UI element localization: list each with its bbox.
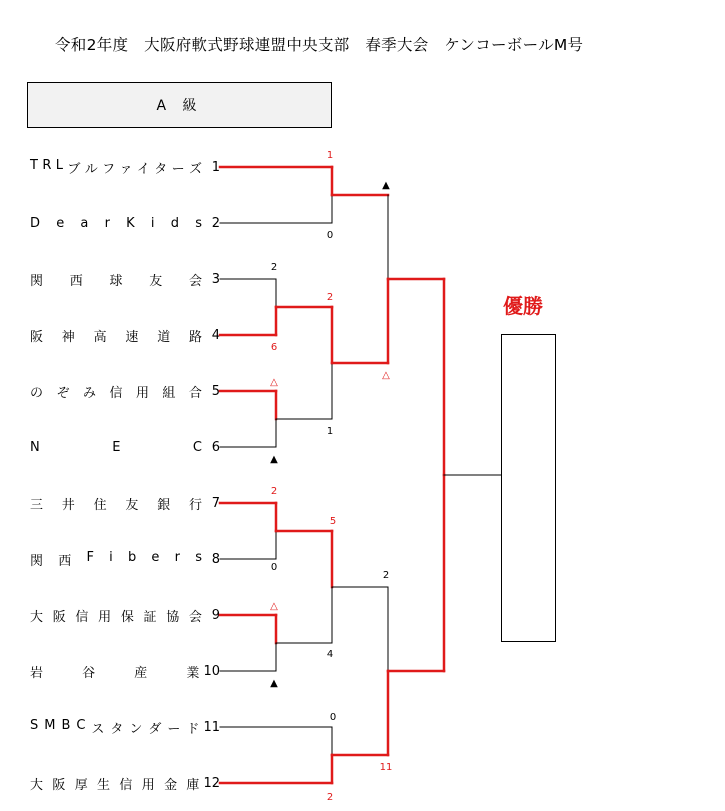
team-name: D e a r K i d s xyxy=(30,215,202,231)
team-name: 岩 谷 産 業 xyxy=(30,665,200,681)
score-r1-m6-bot: 2 xyxy=(326,792,334,803)
winner-label: 優勝 xyxy=(503,294,543,318)
team-seed: 10 xyxy=(203,663,220,679)
score-r3-m1-bot: △ xyxy=(382,370,390,381)
team-seed: 12 xyxy=(203,775,220,791)
team-name: T R L ブ ル フ ァ イ タ ー ズ xyxy=(30,157,202,177)
score-r1-m5-bot: ▲ xyxy=(270,678,278,689)
team-seed: 2 xyxy=(211,215,220,231)
team-name: 阪 神 高 速 道 路 xyxy=(30,329,202,345)
team-name: N E C xyxy=(30,439,202,455)
team-name: S M B C ス タ ン ダ ー ド xyxy=(30,717,200,737)
team-seed: 1 xyxy=(211,159,220,175)
team-seed: 7 xyxy=(211,495,220,511)
team-seed: 5 xyxy=(211,383,220,399)
team-name: 大 阪 厚 生 信 用 金 庫 xyxy=(30,777,200,793)
score-r3-m2-bot: 11 xyxy=(379,762,393,773)
score-r1-m3-bot: ▲ xyxy=(270,454,278,465)
team-seed: 4 xyxy=(211,327,220,343)
team-name: の ぞ み 信 用 組 合 xyxy=(30,385,202,401)
score-r1-m3-top: △ xyxy=(270,377,278,388)
score-r1-m1-top: 1 xyxy=(326,150,334,161)
page-title: 令和2年度 大阪府軟式野球連盟中央支部 春季大会 ケンコーボールM号 xyxy=(55,36,584,54)
score-r2-m2-bot: 4 xyxy=(326,649,334,660)
score-r1-m1-bot: 0 xyxy=(326,230,334,241)
score-r3-m2-top: 2 xyxy=(382,570,390,581)
team-name: 三 井 住 友 銀 行 xyxy=(30,497,202,513)
team-seed: 9 xyxy=(211,607,220,623)
score-r2-m1-bot: 1 xyxy=(326,426,334,437)
score-r1-m2-top: 2 xyxy=(270,262,278,273)
team-name: 関 西 F i b e r s xyxy=(30,549,202,569)
score-r1-m2-bot: 6 xyxy=(270,342,278,353)
team-seed: 8 xyxy=(211,551,220,567)
score-r1-m4-bot: 0 xyxy=(270,562,278,573)
team-seed: 11 xyxy=(203,719,220,735)
team-name: 大 阪 信 用 保 証 協 会 xyxy=(30,609,202,625)
team-seed: 3 xyxy=(211,271,220,287)
score-r1-m5-top: △ xyxy=(270,601,278,612)
score-r1-m6-top: 0 xyxy=(329,712,337,723)
score-r2-m1-top: 2 xyxy=(326,292,334,303)
score-r2-m2-top: 5 xyxy=(329,516,337,527)
class-label: A 級 xyxy=(156,98,203,114)
score-r3-m1-top: ▲ xyxy=(382,180,390,191)
team-seed: 6 xyxy=(211,439,220,455)
team-name: 関 西 球 友 会 xyxy=(30,273,202,289)
score-r1-m4-top: 2 xyxy=(270,486,278,497)
